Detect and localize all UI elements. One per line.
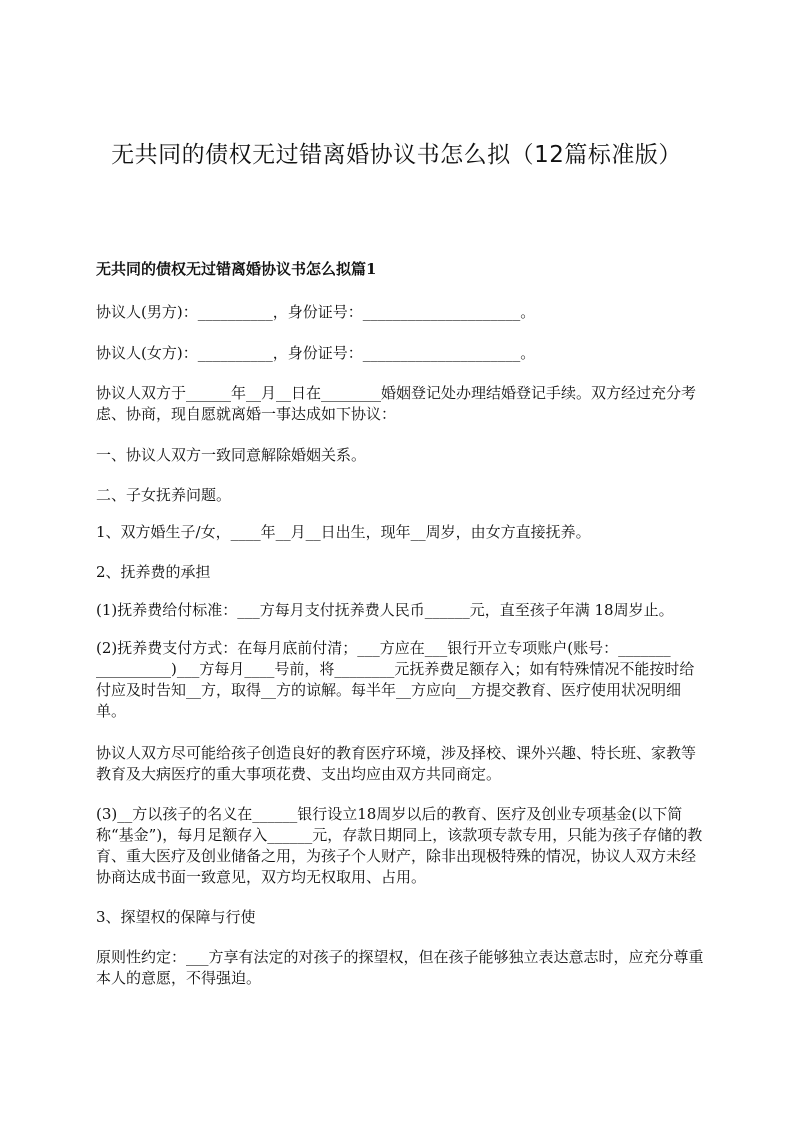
paragraph-special-fund: (3)__方以孩子的名义在______银行设立18周岁以后的教育、医疗及创业专项基金(以下简称“基金”)，每月足额存入______元，存款日期同上，该款项专款专用，只能为孩子存储的教育、重大医疗及创业储备之用，为孩子个人财产，除非出现极特殊的情况，协议人双方未经协商达成书面一致意见，双方均无权取用、占用。 xyxy=(96,805,703,886)
paragraph-support-standard: (1)抚养费给付标准：___方每月支付抚养费人民币______元，直至孩子年满 18周岁止。 xyxy=(96,601,674,619)
paragraph-clause-1: 一、协议人双方一致同意解除婚姻关系。 xyxy=(96,446,367,464)
paragraph-male-party: 协议人(男方)：__________，身份证号：_____________________。 xyxy=(96,303,536,321)
paragraph-visitation-heading: 3、探望权的保障与行使 xyxy=(96,908,256,926)
section-heading: 无共同的债权无过错离婚协议书怎么拟篇1 xyxy=(96,260,377,278)
paragraph-visitation-principle: 原则性约定：___方享有法定的对孩子的探望权，但在孩子能够独立表达意志时，应充分尊重本人的意愿，不得强迫。 xyxy=(96,948,704,987)
paragraph-support-heading: 2、抚养费的承担 xyxy=(96,563,211,581)
paragraph-female-party: 协议人(女方)：__________，身份证号：_____________________。 xyxy=(96,344,536,362)
paragraph-child-info: 1、双方婚生子/女，____年__月__日出生，现年__周岁，由女方直接抚养。 xyxy=(96,523,591,541)
document-title: 无共同的债权无过错离婚协议书怎么拟（12篇标准版） xyxy=(111,142,682,168)
paragraph-clause-2: 二、子女抚养问题。 xyxy=(96,486,232,504)
paragraph-education-environment: 协议人双方尽可能给孩子创造良好的教育医疗环境，涉及择校、课外兴趣、特长班、家教等教育及大病医疗的重大事项花费、支出均应由双方共同商定。 xyxy=(96,744,697,783)
paragraph-support-payment: (2)抚养费支付方式：在每月底前付清；___方应在___银行开立专项账户(账号：_______ __________)___方每月____号前，将________元抚养费足额存入；如有特殊情况不能按时给付应及时告知__方，取得__方的谅解。每半年__方应向__方提交教育、医疗使用状况明细单。 xyxy=(96,639,695,720)
paragraph-marriage-registration: 协议人双方于______年__月__日在________婚姻登记处办理结婚登记手续。双方经过充分考虑、协商，现自愿就离婚一事达成如下协议： xyxy=(96,384,697,423)
